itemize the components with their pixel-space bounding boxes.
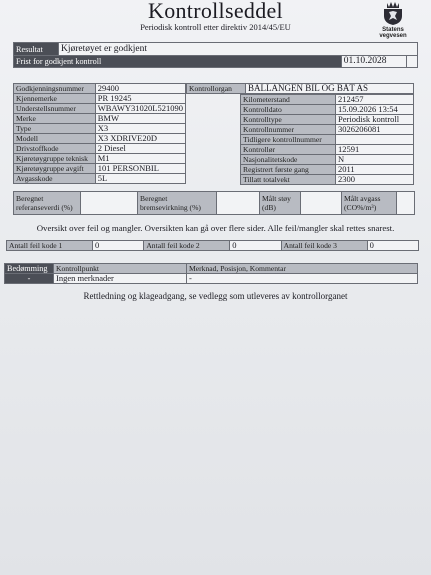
info-label: Kilometerstand [241,95,336,105]
info-value: X3 [95,124,185,134]
noise-value [301,192,342,215]
info-label: Kjøretøygruppe teknisk [14,154,96,164]
footer-note: Rettledning og klageadgang, se vedlegg som utleveres av kontrollorganet [83,291,348,301]
info-row [241,165,414,175]
info-label: Godkjenningsnummer [14,84,96,94]
control-org-value: BALLANGEN BIL OG BÅT AS [246,84,414,94]
info-row [241,125,414,135]
info-label: Kontrolltype [241,115,336,125]
faults-table [4,263,418,284]
info-label: Modell [14,134,96,144]
info-row [14,94,186,104]
document-title: Kontrollseddel [148,0,283,23]
control-org-label: Kontrollorgan [187,84,246,94]
info-label: Drivstoffkode [14,144,96,154]
fault-count-label: Antall feil kode 2 [144,241,230,251]
faults-cell: Ingen merknader [54,274,187,284]
info-label: Type [14,124,96,134]
result-table [13,42,418,68]
info-row [14,144,186,154]
faults-cell: - [187,274,418,284]
statens-vegvesen-logo [371,0,415,39]
deadline-value: 01.10.2028 [341,56,406,68]
info-label: Avgasskode [14,174,96,184]
fault-count-label: Antall feil kode 3 [281,241,367,251]
info-row [241,135,414,145]
info-value: PR 19245 [95,94,185,104]
fault-count-value: 0 [367,241,418,251]
fault-count-value: 0 [230,241,281,251]
result-label: Resultat [14,43,59,56]
info-label: Kjøretøygruppe avgift [14,164,96,174]
info-value: N [336,155,414,165]
info-value: Periodisk kontroll [336,115,414,125]
faults-header: Kontrollpunkt [54,264,187,274]
info-row [14,134,186,144]
info-row [14,154,186,164]
coat-of-arms-icon [380,0,406,26]
measurements-table [13,191,415,215]
faults-header: Merknad, Posisjon, Kommentar [187,264,418,274]
info-value: BMW [95,114,185,124]
info-row [14,84,186,94]
brake-eff-value [217,192,260,215]
info-value: 2011 [336,165,414,175]
info-value: 212457 [336,95,414,105]
info-value: 2300 [336,175,414,185]
info-label: Understellsnummer [14,104,96,114]
info-label: Kontrolldato [241,105,336,115]
fault-counts-table [6,240,419,251]
info-label: Merke [14,114,96,124]
info-row [14,164,186,174]
info-label: Tidligere kontrollnummer [241,135,336,145]
info-row [241,105,414,115]
info-row [241,145,414,155]
info-row [241,175,414,185]
logo-text: Statens vegvesen [379,27,407,39]
info-value: 3026206081 [336,125,414,135]
control-org-table [186,83,414,94]
vehicle-info-right [240,94,414,185]
info-label: Nasjonalitetskode [241,155,336,165]
result-value: Kjøretøyet er godkjent [59,43,418,56]
info-value: 2 Diesel [95,144,185,154]
brake-ref-label: Beregnet referanseverdi (%) [14,192,81,215]
info-row [241,95,414,105]
info-value: WBAWY31020L521090 [95,104,185,114]
info-value: X3 XDRIVE20D [95,134,185,144]
fault-count-value: 0 [92,241,143,251]
fault-count-label: Antall feil kode 1 [7,241,93,251]
faults-cell: - [5,274,54,284]
emission-label: Målt avgass (CO%/m³) [342,192,397,215]
info-value [336,135,414,145]
vehicle-info-left [13,83,186,184]
info-row [14,114,186,124]
info-row [14,124,186,134]
table-row [5,274,418,284]
document-subtitle: Periodisk kontroll etter direktiv 2014/45/EU [140,22,291,32]
info-label: Kontrollør [241,145,336,155]
faults-intro: Oversikt over feil og mangler. Oversikten kan gå over flere sider. Alle feil/mangler skal rettes snarest. [36,223,395,233]
info-label: Kjennemerke [14,94,96,104]
info-row [241,155,414,165]
info-row [241,115,414,125]
info-value: 5L [95,174,185,184]
emission-value [397,192,415,215]
brake-ref-value [81,192,138,215]
info-label: Registrert første gang [241,165,336,175]
info-value: 15.09.2026 13:54 [336,105,414,115]
info-value: 12591 [336,145,414,155]
info-row [14,174,186,184]
noise-label: Målt støy (dB) [260,192,301,215]
faults-header: Bedømming [5,264,54,274]
info-row [14,104,186,114]
brake-eff-label: Beregnet bremsevirkning (%) [138,192,217,215]
info-label: Tillatt totalvekt [241,175,336,185]
info-value: 101 PERSONBIL [95,164,185,174]
info-label: Kontrollnummer [241,125,336,135]
info-value: M1 [95,154,185,164]
info-value: 29400 [95,84,185,94]
deadline-label: Frist for godkjent kontroll [14,56,342,68]
